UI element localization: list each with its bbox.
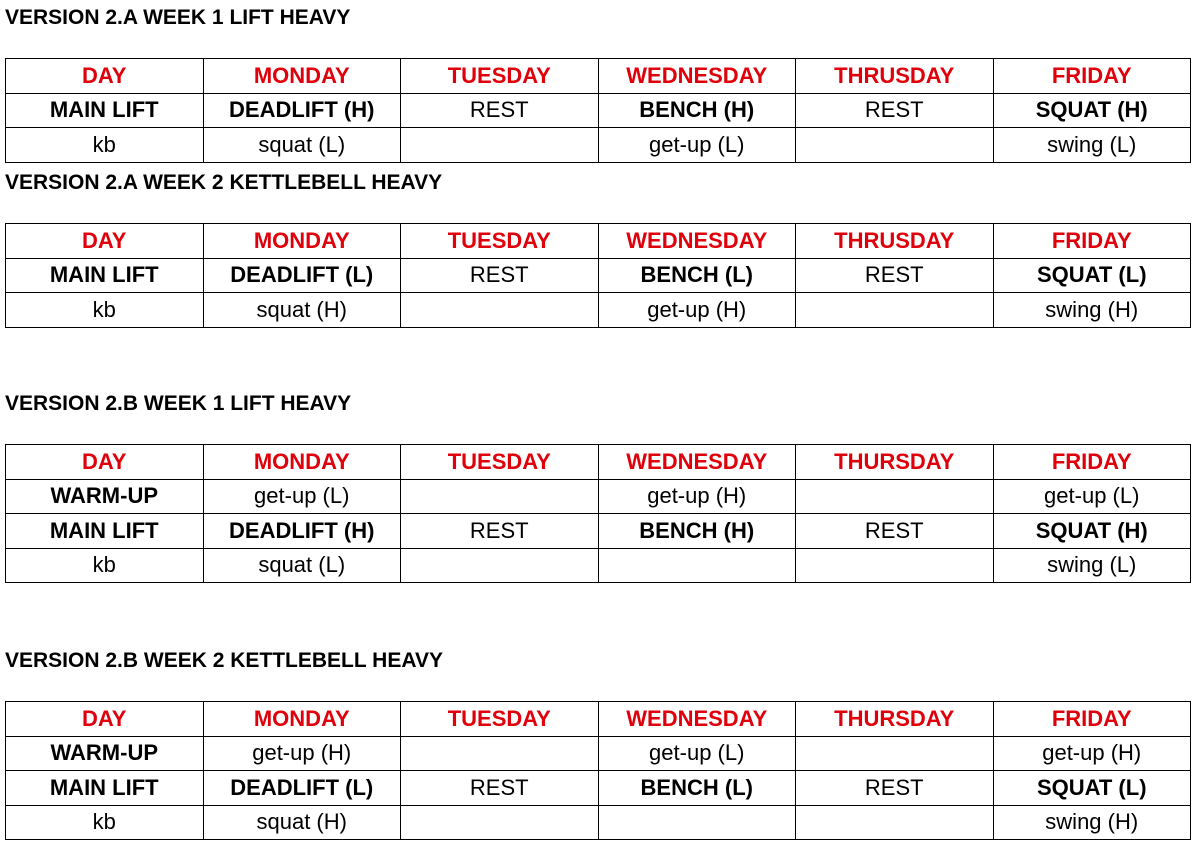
table-cell: DEADLIFT (L): [203, 771, 401, 806]
table-cell: REST: [401, 93, 599, 128]
table-cell: squat (L): [203, 128, 401, 163]
table-cell: get-up (L): [203, 479, 401, 514]
row-label: MAIN LIFT: [6, 771, 204, 806]
table-cell: swing (H): [993, 805, 1191, 840]
table-cell: [401, 736, 599, 771]
table-cell: get-up (L): [598, 736, 796, 771]
header-cell: THRUSDAY: [796, 59, 994, 94]
header-cell: WEDNESDAY: [598, 702, 796, 737]
table-row: [6, 736, 1191, 771]
table-cell: squat (L): [203, 548, 401, 583]
section-title: VERSION 2.A WEEK 1 LIFT HEAVY: [5, 6, 351, 29]
table-cell: [401, 479, 599, 514]
header-cell: MONDAY: [203, 702, 401, 737]
table-cell: [796, 548, 994, 583]
table-cell: REST: [796, 93, 994, 128]
table-cell: get-up (H): [993, 736, 1191, 771]
table-cell: [401, 805, 599, 840]
table-cell: get-up (L): [598, 128, 796, 163]
table-row: [6, 128, 1191, 163]
table-row: [6, 258, 1191, 293]
schedule-table: [5, 223, 1191, 328]
section-title: VERSION 2.B WEEK 2 KETTLEBELL HEAVY: [5, 649, 443, 672]
table-cell: REST: [796, 258, 994, 293]
table-header-row: [6, 445, 1191, 480]
table-cell: squat (H): [203, 293, 401, 328]
table-header-row: [6, 702, 1191, 737]
table-row: [6, 293, 1191, 328]
header-cell: THURSDAY: [796, 702, 994, 737]
header-cell: FRIDAY: [993, 59, 1191, 94]
table-cell: DEADLIFT (H): [203, 93, 401, 128]
row-label: kb: [6, 805, 204, 840]
table-cell: swing (L): [993, 128, 1191, 163]
table-cell: get-up (H): [598, 479, 796, 514]
header-cell: THURSDAY: [796, 445, 994, 480]
header-cell: FRIDAY: [993, 224, 1191, 259]
table-row: [6, 514, 1191, 549]
schedule-table: [5, 58, 1191, 163]
table-row: [6, 805, 1191, 840]
table-cell: SQUAT (L): [993, 771, 1191, 806]
table-cell: [796, 479, 994, 514]
header-cell: DAY: [6, 702, 204, 737]
header-cell: MONDAY: [203, 224, 401, 259]
table-cell: [796, 128, 994, 163]
header-cell: DAY: [6, 224, 204, 259]
header-cell: TUESDAY: [401, 702, 599, 737]
table-cell: SQUAT (L): [993, 258, 1191, 293]
table-cell: [401, 293, 599, 328]
schedule-table: [5, 701, 1191, 840]
row-label: MAIN LIFT: [6, 514, 204, 549]
table-cell: DEADLIFT (H): [203, 514, 401, 549]
header-cell: TUESDAY: [401, 59, 599, 94]
table-cell: swing (H): [993, 293, 1191, 328]
table-row: [6, 771, 1191, 806]
table-cell: BENCH (L): [598, 771, 796, 806]
header-cell: WEDNESDAY: [598, 59, 796, 94]
header-cell: MONDAY: [203, 59, 401, 94]
row-label: kb: [6, 128, 204, 163]
table-cell: SQUAT (H): [993, 514, 1191, 549]
header-cell: FRIDAY: [993, 702, 1191, 737]
row-label: kb: [6, 293, 204, 328]
section-title: VERSION 2.A WEEK 2 KETTLEBELL HEAVY: [5, 171, 443, 194]
table-cell: BENCH (H): [598, 93, 796, 128]
row-label: MAIN LIFT: [6, 258, 204, 293]
table-cell: [598, 805, 796, 840]
row-label: WARM-UP: [6, 736, 204, 771]
table-cell: [598, 548, 796, 583]
table-cell: swing (L): [993, 548, 1191, 583]
table-cell: REST: [401, 258, 599, 293]
row-label: WARM-UP: [6, 479, 204, 514]
header-cell: WEDNESDAY: [598, 224, 796, 259]
header-cell: THRUSDAY: [796, 224, 994, 259]
table-cell: REST: [401, 514, 599, 549]
table-cell: [796, 293, 994, 328]
header-cell: DAY: [6, 59, 204, 94]
row-label: kb: [6, 548, 204, 583]
table-cell: [401, 128, 599, 163]
schedule-table: [5, 444, 1191, 583]
table-cell: REST: [796, 514, 994, 549]
section-title: VERSION 2.B WEEK 1 LIFT HEAVY: [5, 392, 352, 415]
table-row: [6, 548, 1191, 583]
table-cell: DEADLIFT (L): [203, 258, 401, 293]
table-cell: squat (H): [203, 805, 401, 840]
table-cell: REST: [796, 771, 994, 806]
header-cell: FRIDAY: [993, 445, 1191, 480]
table-cell: BENCH (L): [598, 258, 796, 293]
table-cell: [796, 805, 994, 840]
header-cell: WEDNESDAY: [598, 445, 796, 480]
header-cell: TUESDAY: [401, 445, 599, 480]
table-cell: [401, 548, 599, 583]
table-cell: get-up (L): [993, 479, 1191, 514]
table-cell: get-up (H): [203, 736, 401, 771]
table-cell: [796, 736, 994, 771]
row-label: MAIN LIFT: [6, 93, 204, 128]
table-cell: BENCH (H): [598, 514, 796, 549]
table-cell: SQUAT (H): [993, 93, 1191, 128]
table-cell: get-up (H): [598, 293, 796, 328]
header-cell: MONDAY: [203, 445, 401, 480]
header-cell: TUESDAY: [401, 224, 599, 259]
header-cell: DAY: [6, 445, 204, 480]
table-header-row: [6, 59, 1191, 94]
table-cell: REST: [401, 771, 599, 806]
table-header-row: [6, 224, 1191, 259]
table-row: [6, 479, 1191, 514]
table-row: [6, 93, 1191, 128]
